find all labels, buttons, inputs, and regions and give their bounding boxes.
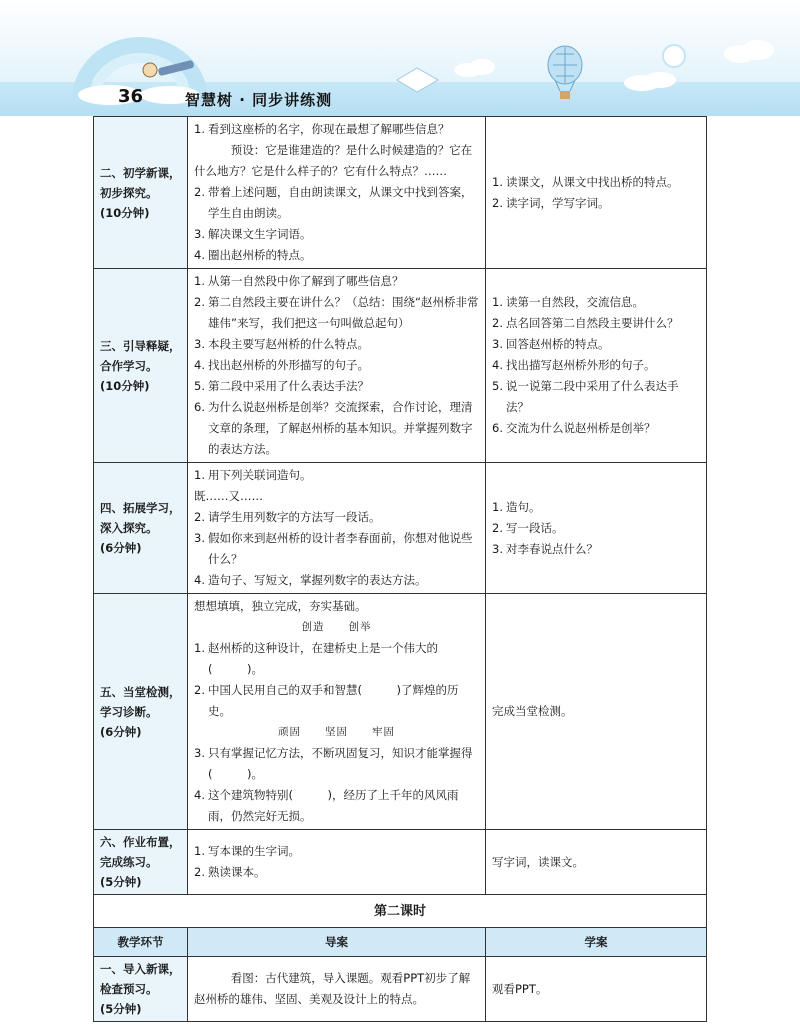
telescope-icon xyxy=(140,55,200,85)
item-number: 3. xyxy=(492,541,503,556)
stage-line: 检查预习。 xyxy=(100,982,158,996)
item-number: 3. xyxy=(194,227,205,241)
item-text: 找出描写赵州桥外形的句子。 xyxy=(506,358,656,372)
list-item xyxy=(492,539,700,560)
word-options xyxy=(194,722,479,743)
list-item xyxy=(194,528,479,570)
stage-line: 初步探究。 xyxy=(100,185,158,200)
word-option: 牢固 xyxy=(372,726,395,738)
learn-cell xyxy=(486,830,707,895)
item-number: 4. xyxy=(492,358,503,372)
stage-cell xyxy=(94,269,188,463)
paragraph: 看图：古代建筑，导入课题。观看PPT初步了解赵州桥的雄伟、坚固、美观及设计上的特点。 xyxy=(194,971,471,1006)
item-text: 交流为什么说赵州桥是创举？ xyxy=(506,421,656,435)
item-text: 写本课的生字词。 xyxy=(208,844,300,858)
guide-cell xyxy=(188,830,486,895)
learn-cell xyxy=(486,463,707,594)
stage-cell xyxy=(94,830,188,895)
guide-cell xyxy=(188,117,486,269)
list-item xyxy=(194,465,479,486)
sun-icon xyxy=(660,42,688,70)
item-text: 从第一自然段中你了解到了哪些信息？ xyxy=(208,274,404,288)
item-number: 3. xyxy=(492,337,503,351)
item-number: 2. xyxy=(492,195,503,210)
item-text: 说一说第二段中采用了什么表达手法？ xyxy=(506,379,679,414)
learn-cell xyxy=(486,594,707,830)
list-item xyxy=(194,743,479,785)
item-text: 点名回答第二自然段主要讲什么？ xyxy=(506,316,679,330)
stage-line: 二、初学新课， xyxy=(100,165,181,180)
stage-line: 深入探究。 xyxy=(100,521,158,535)
column-header: 教学环节 xyxy=(94,928,188,957)
list-item xyxy=(194,355,479,376)
table-row xyxy=(94,463,707,594)
stage-line: 合作学习。 xyxy=(100,358,158,373)
item-text: 读第一自然段，交流信息。 xyxy=(506,295,644,309)
column-header: 导案 xyxy=(188,928,486,957)
list-item xyxy=(492,418,700,439)
page-header xyxy=(0,0,800,116)
item-number: 1. xyxy=(194,274,205,288)
item-text: 回答赵州桥的特点。 xyxy=(506,337,610,351)
list-item xyxy=(194,862,479,883)
plain-line: 既……又…… xyxy=(194,489,263,503)
item-number: 4. xyxy=(194,248,205,262)
item-number: 3. xyxy=(194,531,205,545)
table-row xyxy=(94,594,707,830)
lesson-plan-table xyxy=(93,116,707,1022)
list-item xyxy=(194,334,479,355)
list-item xyxy=(492,355,700,376)
stage-cell xyxy=(94,463,188,594)
list-item xyxy=(194,119,479,140)
stage-line: (10分钟) xyxy=(100,378,150,393)
item-number: 2. xyxy=(492,316,503,330)
item-number: 1. xyxy=(492,295,503,309)
item-text: 请学生用列数字的方法写一段话。 xyxy=(208,510,381,524)
word-option: 创举 xyxy=(348,621,372,633)
hot-air-balloon-icon xyxy=(545,45,585,105)
list-item xyxy=(492,172,700,193)
learn-cell xyxy=(486,957,707,1022)
item-number: 4. xyxy=(194,573,205,587)
list-item xyxy=(492,518,700,539)
list-item xyxy=(194,841,479,862)
item-number: 1. xyxy=(194,122,205,136)
plain-line: 想想填填，独立完成，夯实基础。 xyxy=(194,599,367,613)
item-number: 2. xyxy=(492,520,503,535)
learn-cell xyxy=(486,269,707,463)
cloud-icon xyxy=(620,70,680,92)
plain-line: 观看PPT。 xyxy=(492,981,548,996)
stage-line: (10分钟) xyxy=(100,205,150,220)
list-item xyxy=(194,570,479,591)
item-text: 造句子、写短文，掌握列数字的表达方法。 xyxy=(208,573,427,587)
stage-line: 三、引导释疑， xyxy=(100,338,181,353)
item-number: 2. xyxy=(194,510,205,524)
item-text: 中国人民用自己的双手和智慧( )了辉煌的历史。 xyxy=(208,683,459,718)
learn-cell xyxy=(486,117,707,269)
item-number: 2. xyxy=(194,865,205,879)
item-number: 2. xyxy=(194,683,205,697)
list-item xyxy=(194,638,479,680)
item-number: 3. xyxy=(194,337,205,351)
stage-line: (5分钟) xyxy=(100,875,142,889)
word-options xyxy=(194,617,479,638)
stage-cell xyxy=(94,957,188,1022)
item-text: 第二段中采用了什么表达手法？ xyxy=(208,379,369,393)
item-text: 造句。 xyxy=(506,499,541,514)
list-item xyxy=(194,245,479,266)
list-item xyxy=(492,292,700,313)
item-number: 6. xyxy=(194,400,205,414)
item-number: 2. xyxy=(194,185,205,199)
list-item xyxy=(194,680,479,722)
word-option: 顽固 xyxy=(278,726,301,738)
guide-cell xyxy=(188,957,486,1022)
item-text: 圈出赵州桥的特点。 xyxy=(208,248,312,262)
stage-cell xyxy=(94,594,188,830)
stage-line: 五、当堂检测， xyxy=(100,684,181,699)
item-text: 看到这座桥的名字，你现在最想了解哪些信息？ xyxy=(208,122,450,136)
section-title: 第二课时 xyxy=(94,895,707,928)
stage-line: 完成练习。 xyxy=(100,855,158,869)
list-item xyxy=(492,193,700,214)
list-item xyxy=(194,182,479,224)
item-number: 1. xyxy=(194,844,205,858)
table-header-row xyxy=(94,928,707,957)
list-item xyxy=(492,313,700,334)
list-item xyxy=(492,376,700,418)
list-item xyxy=(194,376,479,397)
table-row xyxy=(94,117,707,269)
list-item xyxy=(194,507,479,528)
paragraph: 预设：它是谁建造的？是什么时候建造的？它在什么地方？它是什么样子的？它有什么特点？…… xyxy=(194,143,473,178)
cloud-icon xyxy=(720,38,780,64)
item-number: 5. xyxy=(194,379,205,393)
item-number: 1. xyxy=(194,641,205,655)
guide-cell xyxy=(188,594,486,830)
item-text: 带着上述问题，自由朗读课文，从课文中找到答案，学生自由朗读。 xyxy=(208,185,473,220)
item-number: 3. xyxy=(194,746,205,760)
word-option: 创造 xyxy=(301,621,325,633)
stage-line: 一、导入新课， xyxy=(100,962,181,976)
guide-cell xyxy=(188,463,486,594)
item-text: 这个建筑物特别( )，经历了上千年的风风雨雨，仍然完好无损。 xyxy=(208,788,459,823)
stage-line: 学习诊断。 xyxy=(100,704,158,719)
cloud-icon xyxy=(450,58,500,78)
list-item xyxy=(194,397,479,460)
item-text: 解决课文生字词语。 xyxy=(208,227,312,241)
item-text: 读字词，学写字词。 xyxy=(506,195,610,210)
item-text: 本段主要写赵州桥的什么特点。 xyxy=(208,337,369,351)
item-text: 用下列关联词造句。 xyxy=(208,468,312,482)
list-item xyxy=(194,224,479,245)
stage-line: 四、拓展学习， xyxy=(100,501,181,515)
item-text: 赵州桥的这种设计，在建桥史上是一个伟大的( )。 xyxy=(208,641,438,676)
plain-line: 完成当堂检测。 xyxy=(492,704,573,718)
item-text: 读课文，从课文中找出桥的特点。 xyxy=(506,174,679,189)
series-title: 智慧树 · 同步讲练测 xyxy=(185,91,333,109)
kite-icon xyxy=(395,65,440,95)
list-item xyxy=(194,271,479,292)
item-text: 熟读课本。 xyxy=(208,865,266,879)
list-item xyxy=(194,292,479,334)
stage-cell xyxy=(94,117,188,269)
stage-line: (6分钟) xyxy=(100,724,142,739)
item-number: 5. xyxy=(492,379,503,393)
item-text: 第二自然段主要在讲什么？（总结：围绕“赵州桥非常雄伟”来写，我们把这一句叫做总起句） xyxy=(208,295,479,330)
plain-line: 写字词，读课文。 xyxy=(492,854,584,869)
list-item xyxy=(194,785,479,827)
item-text: 找出赵州桥的外形描写的句子。 xyxy=(208,358,369,372)
table-row xyxy=(94,269,707,463)
table-row xyxy=(94,957,707,1022)
item-number: 4. xyxy=(194,358,205,372)
item-text: 为什么说赵州桥是创举？交流探索，合作讨论，理清文章的条理，了解赵州桥的基本知识。并掌握列数字的表达方法。 xyxy=(208,400,473,456)
stage-line: (6分钟) xyxy=(100,541,142,555)
item-number: 4. xyxy=(194,788,205,802)
section-title-row xyxy=(94,895,707,928)
item-number: 1. xyxy=(492,174,503,189)
item-text: 假如你来到赵州桥的设计者李春面前，你想对他说些什么？ xyxy=(208,531,473,566)
item-text: 只有掌握记忆方法，不断巩固复习，知识才能掌握得( )。 xyxy=(208,746,473,781)
guide-cell xyxy=(188,269,486,463)
word-option: 坚固 xyxy=(325,726,348,738)
table-row xyxy=(94,830,707,895)
item-number: 1. xyxy=(194,468,205,482)
list-item xyxy=(492,497,700,518)
item-text: 写一段话。 xyxy=(506,520,564,535)
column-header: 学案 xyxy=(486,928,707,957)
page-number: 36 xyxy=(118,86,144,107)
item-text: 对李春说点什么？ xyxy=(506,541,598,556)
item-number: 2. xyxy=(194,295,205,309)
item-number: 1. xyxy=(492,499,503,514)
item-number: 6. xyxy=(492,421,503,435)
list-item xyxy=(492,334,700,355)
stage-line: 六、作业布置， xyxy=(100,835,181,849)
stage-line: (5分钟) xyxy=(100,1002,142,1016)
